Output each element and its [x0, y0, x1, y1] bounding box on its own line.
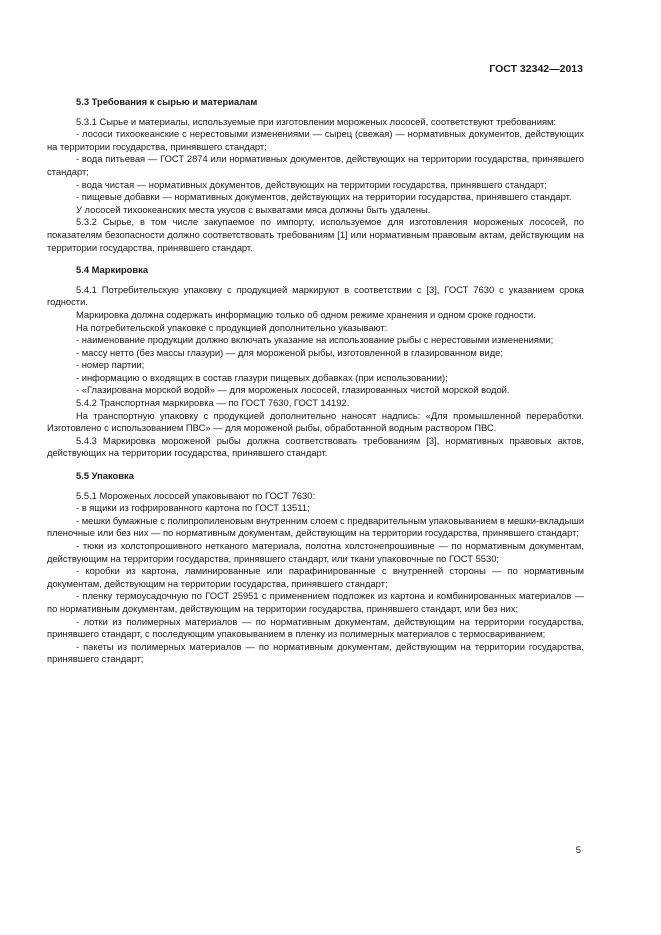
- list-item: - номер партии;: [76, 359, 145, 371]
- paragraph: Маркировка должна содержать информацию только об одном режиме хранения и одном сроке годности.: [76, 308, 536, 320]
- list-item: - наименование продукции должно включать указание на использование рыбы с нерестовыми изменениями;: [76, 334, 554, 346]
- paragraph: 5.3.2 Сырье, в том числе закупаемое по импорту, используемое для изготовления мороженых лососей, по показателям безопасности должно соответствовать требованиям [1] или нормативным правовым актам, действующим на территории государства, принявшего стандарт.: [47, 216, 584, 253]
- list-item: - тюки из холстопрошивного нетканого материала, полотна холстонепрошивные — по нормативным документам, действующим на территории государства, принявшего стандарт, или ткани упаковочные по ГОСТ 5530;: [47, 540, 584, 564]
- list-item: - мешки бумажные с полипропиленовым внутренним слоем с предварительным упаковыванием в мешки-вкладыши пленочные или без них — по нормативным документам, действующим на территории государства, принявшего стандарт;: [47, 514, 584, 539]
- list-item: - лотки из полимерных материалов — по нормативным документам, действующим на территории государства, принявшего стандарт, с последующим упаковыванием в пленку из полимерных материалов с термосвариванием;: [47, 615, 584, 640]
- section-heading: 5.4 Маркировка: [76, 264, 149, 276]
- list-item: - пищевые добавки — нормативных документов, действующих на территории государства, принявшего стандарт.: [76, 191, 572, 203]
- list-item: - вода чистая — нормативных документов, действующих на территории государства, принявшего стандарт;: [76, 178, 547, 190]
- paragraph: 5.4.1 Потребительскую упаковку с продукцией маркируют в соответствии с [3], ГОСТ 7630 с указанием срока годности.: [47, 283, 584, 308]
- paragraph: 5.5.1 Мороженых лососей упаковывают по ГОСТ 7630:: [76, 489, 316, 501]
- paragraph: На потребительской упаковке с продукцией дополнительно указывают:: [76, 321, 388, 333]
- document-header: ГОСТ 32342—2013: [489, 63, 583, 75]
- list-item: - информацию о входящих в состав глазури пищевых добавках (при использовании);: [76, 371, 448, 383]
- list-item: - пакеты из полимерных материалов — по нормативным документам, действующим на территории государства, принявшего стандарт;: [47, 640, 584, 665]
- paragraph: 5.4.2 Транспортная маркировка — по ГОСТ 7630, ГОСТ 14192.: [76, 397, 350, 409]
- paragraph: 5.3.1 Сырье и материалы, используемые при изготовлении мороженых лососей, соответствуют требованиям:: [76, 115, 557, 127]
- paragraph: На транспортную упаковку с продукцией дополнительно наносят надпись: «Для промышленной переработки. Изготовлено с использованием ПВС» — для мороженой рыбы, обработанной водным раствором ПВС.: [47, 409, 584, 434]
- paragraph: У лососей тихоокеанских места укусов с выхватами мяса должны быть удалены.: [76, 203, 431, 215]
- page-number: 5: [575, 845, 581, 856]
- section-heading: 5.5 Упаковка: [76, 470, 134, 482]
- list-item: - в ящики из гофрированного картона по ГОСТ 13511;: [76, 502, 310, 514]
- list-item: - коробки из картона, ламинированные или парафинированные с внутренней стороны — по нормативным документам, действующим на территории государства, принявшего стандарт;: [47, 565, 584, 589]
- paragraph: 5.4.3 Маркировка мороженой рыбы должна соответствовать требованиям [3], нормативных правовых актов, действующих на территории государства, принявшего стандарт.: [47, 434, 584, 459]
- list-item: - «Глазирована морской водой» — для мороженых лососей, глазированных чистой морской водой.: [76, 384, 510, 396]
- list-item: - массу нетто (без массы глазури) — для мороженой рыбы, изготовленной в глазированном виде;: [76, 346, 503, 358]
- section-heading: 5.3 Требования к сырью и материалам: [76, 96, 258, 107]
- list-item: - лососи тихоокеанские с нерестовыми изменениями — сырец (свежая) — нормативных документов, действующих на территории государства, принявшего стандарт;: [47, 128, 584, 152]
- document-body: [47, 96, 584, 666]
- list-item: - пленку термоусадочную по ГОСТ 25951 с применением подложек из картона и комбинированных материалов — по нормативным документам, действующим на территории государства, принявшего стандарт, или без них;: [47, 590, 584, 614]
- list-item: - вода питьевая — ГОСТ 2874 или нормативных документов, действующих на территории государства, принявшего стандарт;: [47, 153, 584, 177]
